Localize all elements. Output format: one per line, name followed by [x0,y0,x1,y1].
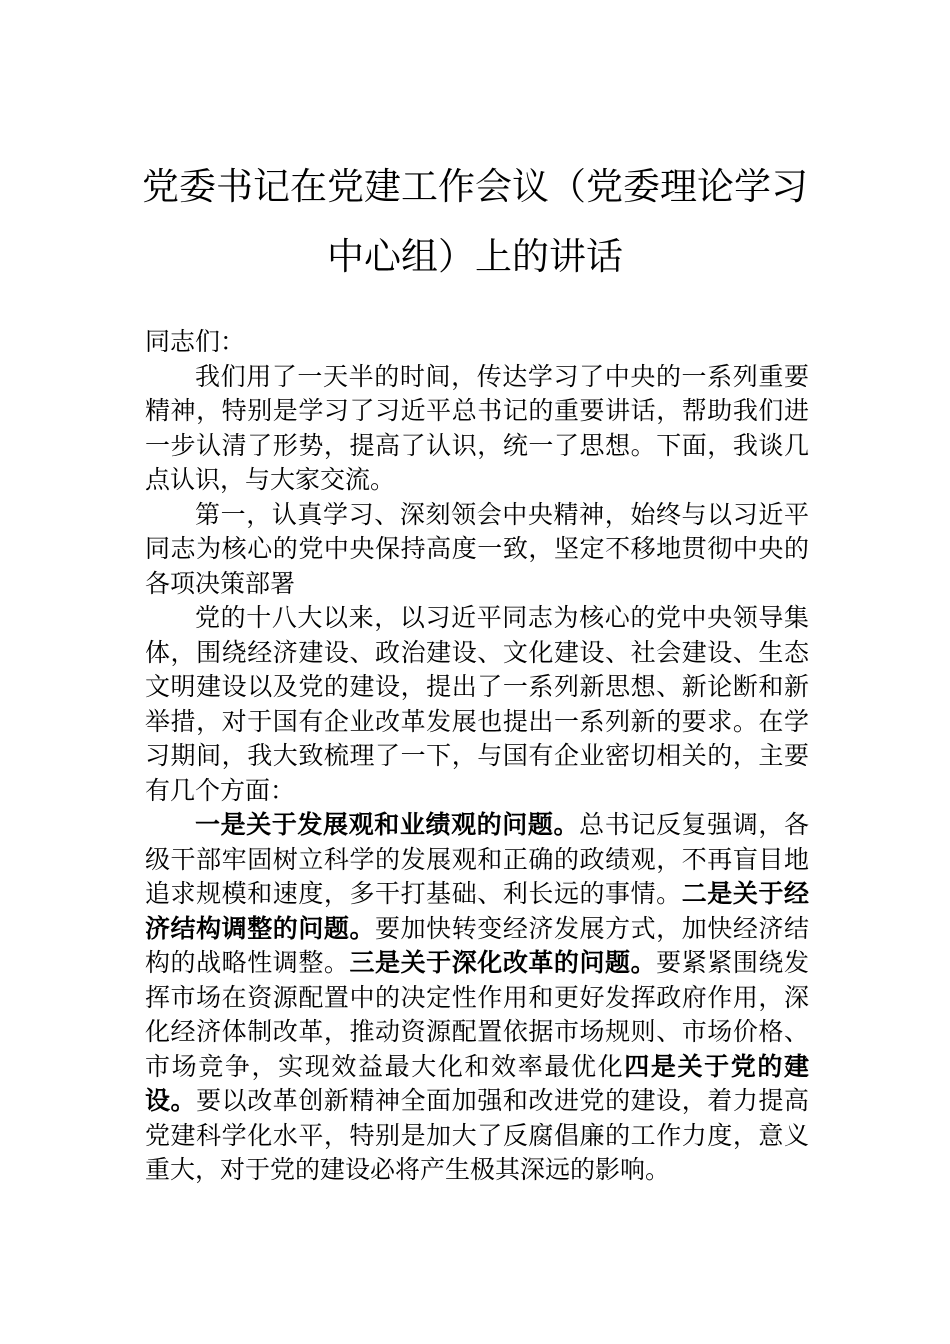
aspect-2-heading: 二是关于经济结构调整的问题。 [145,879,809,943]
document-title-line-1: 党委书记在党建工作会议（党委理论学习 [142,165,808,208]
aspect-3-text: 要紧紧围绕发挥市场在资源配置中的决定性作用和更好发挥政府作用，深化经济体制改革，推动资源配置依据市场规则、市场价格、市场竞争，实现效益最大化和效率最优化 [145,948,809,1081]
aspect-4-text: 要以改革创新精神全面加强和改进党的建设，着力提高党建科学化水平，特别是加大了反腐倡廉的工作力度，意义重大，对于党的建设必将产生极其深远的影响。 [145,1086,809,1184]
aspect-2-text: 要加快转变经济发展方式，加快经济结构的战略性调整。 [145,913,809,977]
document-body [145,325,809,1188]
paragraph-aspects [145,808,809,1188]
aspect-4-heading: 四是关于党的建设。 [145,1051,809,1115]
aspect-1-text: 总书记反复强调，各级干部牢固树立科学的发展观和正确的政绩观，不再盲目地追求规模和速度，多干打基础、利长远的事情。 [145,810,809,908]
paragraph-intro: 我们用了一天半的时间，传达学习了中央的一系列重要精神，特别是学习了习近平总书记的重要讲话，帮助我们进一步认清了形势，提高了认识，统一了思想。下面，我谈几点认识，与大家交流。 [145,361,809,494]
aspect-1-heading: 一是关于发展观和业绩观的问题。 [195,810,580,839]
aspect-3-heading: 三是关于深化改革的问题。 [349,948,657,977]
paragraph-background: 党的十八大以来，以习近平同志为核心的党中央领导集体，围绕经济建设、政治建设、文化建设、社会建设、生态文明建设以及党的建设，提出了一系列新思想、新论断和新举措，对于国有企业改革发展也提出一系列新的要求。在学习期间，我大致梳理了一下，与国有企业密切相关的，主要有几个方面： [145,603,809,805]
section-heading-first: 第一，认真学习、深刻领会中央精神，始终与以习近平同志为核心的党中央保持高度一致，坚定不移地贯彻中央的各项决策部署 [145,499,809,598]
salutation: 同志们： [145,327,246,356]
document-title-line-2: 中心组）上的讲话 [327,235,623,278]
